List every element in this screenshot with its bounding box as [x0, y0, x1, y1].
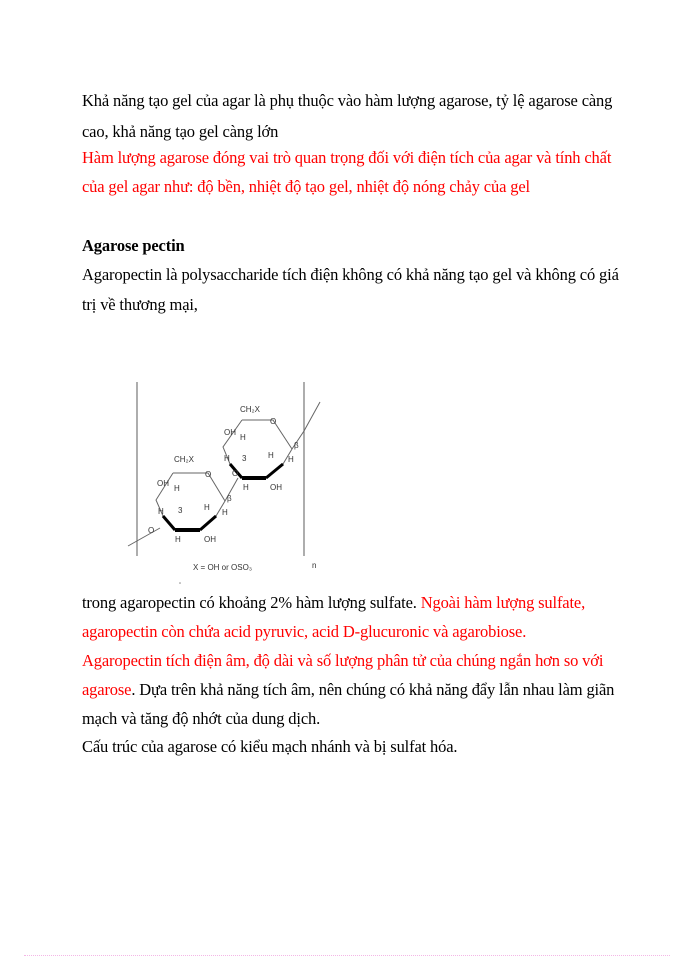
svg-text:β: β [227, 494, 232, 503]
svg-text:H: H [224, 454, 230, 463]
svg-text:OH: OH [204, 535, 216, 544]
svg-text:H: H [243, 483, 249, 492]
svg-text:X = OH or OSO₃: X = OH or OSO₃ [193, 563, 253, 572]
svg-text:O: O [148, 526, 155, 535]
paragraph-3-line-1: Agaropectin là polysaccharide tích điện không có khả năng tạo gel và không có giá [82, 265, 619, 284]
svg-text:3: 3 [178, 506, 183, 515]
page-bottom-dotted-edge [24, 955, 670, 956]
chemical-structure-diagram [120, 378, 360, 588]
svg-text:OH: OH [224, 428, 236, 437]
svg-text:H: H [174, 484, 180, 493]
paragraph-2-line-2: của gel agar như: độ bền, nhiệt độ tạo gel, nhiệt độ nóng chảy của gel [82, 177, 530, 196]
paragraph-4-line-1-red: Ngoài hàm lượng sulfate, [420, 593, 586, 612]
section-heading: Agarose pectin [82, 236, 185, 255]
paragraph-1-line-1: Khả năng tạo gel của agar là phụ thuộc vào hàm lượng agarose, tỷ lệ agarose càng [82, 91, 613, 110]
svg-text:CH₂X: CH₂X [174, 455, 194, 464]
svg-text:H: H [204, 503, 210, 512]
paragraph-3-line-2: trị về thương mại, [82, 295, 198, 314]
svg-text:β: β [294, 441, 299, 450]
paragraph-4-line-4 [82, 680, 614, 700]
paragraph-4-line-4-red: agarose [82, 680, 132, 699]
paragraph-4-line-5: mạch và tăng độ nhớt của dung dịch. [82, 709, 321, 728]
svg-text:O: O [270, 417, 277, 426]
svg-text:H: H [288, 455, 294, 464]
svg-text:CH₂X: CH₂X [240, 405, 260, 414]
svg-text:3: 3 [242, 454, 247, 463]
svg-text:H: H [222, 508, 228, 517]
svg-text:O: O [205, 470, 212, 479]
paragraph-1-line-2: cao, khả năng tạo gel càng lớn [82, 122, 279, 141]
svg-text:OH: OH [270, 483, 282, 492]
paragraph-4-line-1 [82, 593, 585, 613]
svg-text:H: H [240, 433, 246, 442]
svg-text:O: O [232, 469, 239, 478]
paragraph-4-line-2: agaropectin còn chứa acid pyruvic, acid D-glucuronic và agarobiose. [82, 622, 527, 641]
paragraph-4-line-4-black: . Dựa trên khả năng tích âm, nên chúng có khả năng đẩy lẫn nhau làm giãn [131, 680, 615, 699]
svg-text:H: H [175, 535, 181, 544]
paragraph-4-line-6: Cấu trúc của agarose có kiểu mạch nhánh và bị sulfat hóa. [82, 737, 458, 756]
paragraph-2-line-1: Hàm lượng agarose đóng vai trò quan trọng đối với điện tích của agar và tính chất [82, 148, 612, 167]
svg-text:H: H [268, 451, 274, 460]
paragraph-4-line-3: Agaropectin tích điện âm, độ dài và số lượng phân tử của chúng ngắn hơn so với [82, 651, 604, 670]
svg-text:OH: OH [157, 479, 169, 488]
svg-text:H: H [158, 507, 164, 516]
agaropectin-structure-figure [120, 378, 360, 588]
paragraph-4-line-1-black: trong agaropectin có khoảng 2% hàm lượng sulfate. [82, 593, 421, 612]
svg-text:n: n [312, 561, 317, 570]
